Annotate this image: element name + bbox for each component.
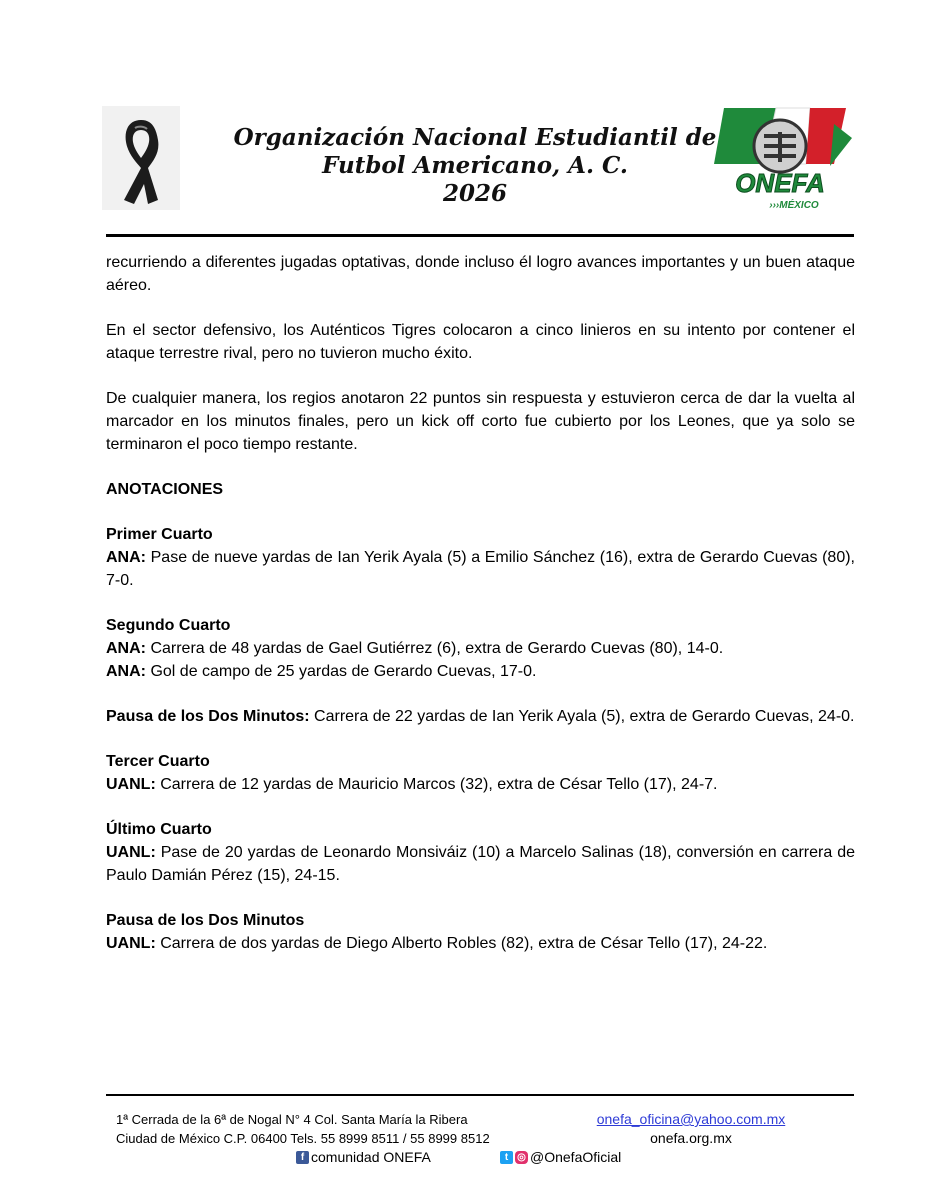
article-body [106,251,855,955]
quarter-heading: Tercer Cuarto [106,753,210,770]
play-text: Pase de 20 yardas de Leonardo Monsiváiz (10) a Marcelo Salinas (18), conversión en carrera de Paulo Damián Pérez (15), 24-15. [106,844,855,884]
quarter-heading: Último Cuarto [106,821,212,838]
quarter-heading-inline: Pausa de los Dos Minutos: [106,708,310,725]
play-text: Carrera de dos yardas de Diego Alberto Robles (82), extra de César Tello (17), 24-22. [155,935,768,952]
team-label: UANL: [106,844,156,861]
team-label: ANA: [106,549,146,566]
footer-divider [106,1094,854,1096]
title-line-1: Organización Nacional Estudiantil de [233,124,717,151]
social-handle[interactable] [500,1148,621,1166]
scoring-play [106,705,855,728]
quarter-heading: Primer Cuarto [106,526,213,543]
address-line-1: 1ª Cerrada de la 6ª de Nogal N° 4 Col. Santa María la Ribera [116,1112,468,1127]
footer-contact [586,1110,796,1148]
address-line-2: Ciudad de México C.P. 06400 Tels. 55 8999 8511 / 55 8999 8512 [116,1131,490,1146]
facebook-icon: f [296,1151,309,1164]
organization-title [230,124,720,208]
helmet-icon [754,120,806,172]
scoring-play [106,773,855,796]
svg-text:ONEFA: ONEFA [735,168,825,198]
section-heading: ANOTACIONES [106,481,224,498]
facebook-handle[interactable] [296,1148,431,1166]
twitter-icon: t [500,1151,513,1164]
scoring-play [106,660,855,683]
title-line-3: 2026 [442,180,507,207]
scoring-play [106,637,855,660]
paragraph: De cualquier manera, los regios anotaron 22 puntos sin respuesta y estuvieron cerca de dar la vuelta al marcador en los minutos finales, pero un kick off corto fue cubierto por los Leones, que ya solo se terminaron el poco tiempo restante. [106,390,855,453]
scoring-play [106,932,855,955]
team-label: ANA: [106,663,146,680]
email-link[interactable]: onefa_oficina@yahoo.com.mx [596,1111,786,1127]
facebook-text: comunidad ONEFA [311,1149,431,1165]
website-link[interactable]: onefa.org.mx [650,1130,732,1146]
team-label: UANL: [106,935,156,952]
instagram-icon: ◎ [515,1151,528,1164]
footer-address [116,1110,490,1148]
mourning-ribbon [102,106,180,210]
paragraph: En el sector defensivo, los Auténticos Tigres colocaron a cinco linieros en su intento por contener el ataque terrestre rival, pero no tuvieron mucho éxito. [106,322,855,362]
scoring-play [106,841,855,887]
title-line-2: Futbol Americano, A. C. [322,152,628,179]
letterhead [0,0,934,240]
play-text: Carrera de 22 yardas de Ian Yerik Ayala (5), extra de Gerardo Cuevas, 24-0. [309,708,855,725]
play-text: Pase de nueve yardas de Ian Yerik Ayala (5) a Emilio Sánchez (16), extra de Gerardo Cuevas (80), 7-0. [106,549,855,589]
play-text: Carrera de 12 yardas de Mauricio Marcos (32), extra de César Tello (17), 24-7. [155,776,718,793]
header-divider [106,234,854,237]
svg-text:›››MÉXICO: ›››MÉXICO [769,200,819,211]
social-handle-text: @OnefaOficial [530,1149,622,1165]
play-text: Gol de campo de 25 yardas de Gerardo Cuevas, 17-0. [146,663,537,680]
paragraph: recurriendo a diferentes jugadas optativas, donde incluso él logro avances importantes y un buen ataque aéreo. [106,254,855,294]
quarter-heading: Pausa de los Dos Minutos [106,912,305,929]
scoring-play [106,546,855,592]
team-label: UANL: [106,776,156,793]
team-label: ANA: [106,640,146,657]
play-text: Carrera de 48 yardas de Gael Gutiérrez (6), extra de Gerardo Cuevas (80), 14-0. [146,640,724,657]
quarter-heading: Segundo Cuarto [106,617,231,634]
black-ribbon-icon [102,106,180,210]
onefa-logo [706,104,854,216]
